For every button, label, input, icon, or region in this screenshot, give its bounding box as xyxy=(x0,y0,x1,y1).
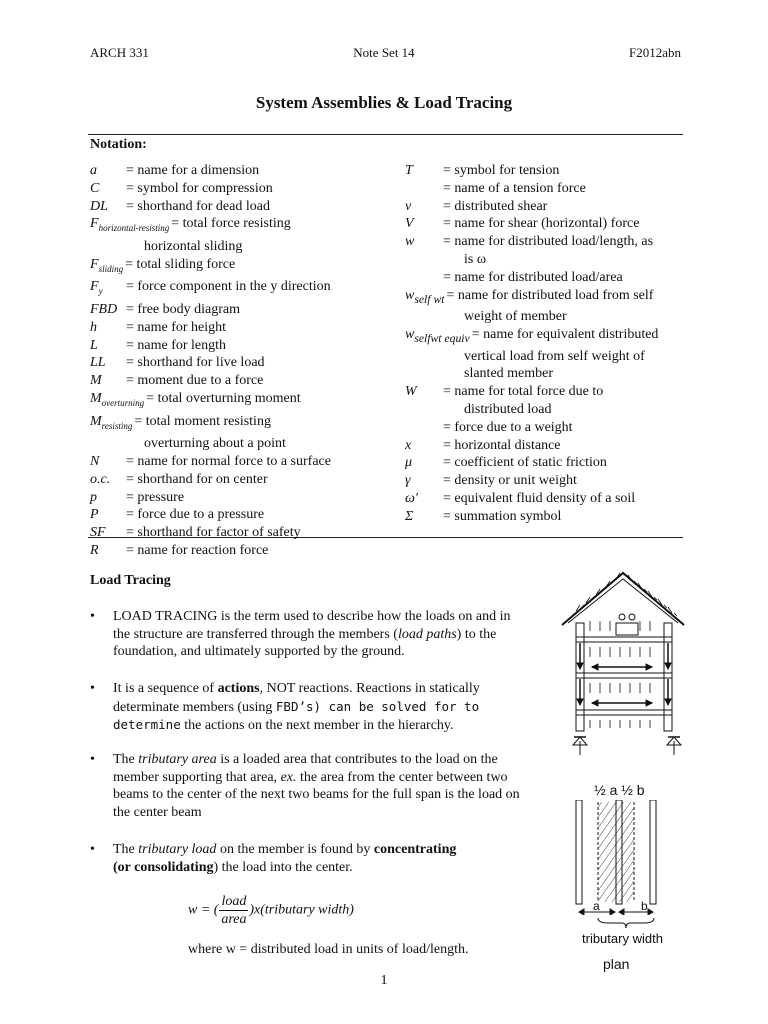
notation-symbol: N xyxy=(90,453,100,469)
notation-subscript: self wt xyxy=(414,292,445,306)
right-notation-row xyxy=(405,472,658,490)
notation-definition: = name for normal force to a surface xyxy=(126,453,331,469)
notation-definition: = name for a dimension xyxy=(126,163,260,178)
notation-definition: = total sliding force xyxy=(125,256,236,272)
notation-symbol: γ xyxy=(405,473,411,489)
bullet-sequence: • It is a sequence of actions, NOT reactions. Reactions in statically determinate members (using FBD’s) can be solved for to determine the actions on the next member in the hierarchy. xyxy=(90,681,480,733)
notation-symbol: w xyxy=(405,234,415,250)
notation-definition: = shorthand for factor of safety xyxy=(126,525,301,541)
house-load-tracing-figure xyxy=(556,565,691,757)
page-number: 1 xyxy=(380,973,388,988)
notation-symbol: W xyxy=(405,384,417,400)
left-notation-row xyxy=(90,471,331,489)
bullet-load-tracing: • LOAD TRACING is the term used to describe how the loads on and in the structure are transferred through the members (load paths) to the foundation, and ultimately supported by the ground. xyxy=(90,609,511,659)
left-notation-row xyxy=(90,489,331,507)
notation-symbol: $w_{self wt}$ xyxy=(405,287,445,306)
notation-definition: = coefficient of static friction xyxy=(443,455,607,471)
header-note: Note Set 14 xyxy=(353,45,415,60)
right-notation-row xyxy=(405,437,658,455)
notation-definition: = horizontal distance xyxy=(443,437,561,453)
tributary-load-formula: w = ( $\frac{\text{load}}{\text{area}}$ )x(tributary width) xyxy=(188,894,354,927)
notation-definition: = symbol for compression xyxy=(126,180,273,196)
notation-definition: = summation symbol xyxy=(443,508,562,524)
notation-definition: = name for equivalent distributed xyxy=(471,326,659,342)
notation-label: Notation: xyxy=(90,137,147,152)
notation-symbol: R xyxy=(90,542,99,558)
notation-symbol: T xyxy=(405,163,413,178)
notation-definition: = force component in the y direction xyxy=(126,279,331,295)
formula-explanation: where w = distributed load in units of load/length. xyxy=(188,942,469,957)
notation-symbol: DL xyxy=(90,198,108,214)
header-code: F2012abn xyxy=(629,45,681,60)
left-notation-row xyxy=(90,256,331,279)
plan-a-label: a xyxy=(593,899,600,913)
notation-continuation: slanted member xyxy=(464,366,554,382)
notation-symbol: $F_{sliding}$ xyxy=(90,256,124,274)
left-notation-row xyxy=(90,390,331,413)
notation-symbol: $w_{selfwt equiv}$ xyxy=(405,326,470,345)
notation-left-column xyxy=(90,162,331,560)
notation-definition: = free body diagram xyxy=(126,301,241,317)
right-notation-row xyxy=(405,383,658,401)
plan-caption: plan xyxy=(603,956,630,972)
left-notation-row xyxy=(90,319,331,337)
notation-definition: = distributed shear xyxy=(443,198,548,214)
notation-definition: = name of a tension force xyxy=(443,180,586,196)
notation-symbol: $M_{resisting}$ xyxy=(90,413,133,431)
notation-definition: = name for distributed load/length, as xyxy=(443,234,654,250)
notation-symbol: x xyxy=(405,437,412,453)
notation-symbol: μ xyxy=(405,455,413,471)
notation-continuation: is ω xyxy=(464,251,487,267)
notation-symbol: o.c. xyxy=(90,471,111,487)
left-notation-row xyxy=(90,524,331,542)
notation-definition: = name for reaction force xyxy=(126,542,269,558)
notation-continuation: vertical load from self weight of xyxy=(464,348,645,364)
bullet-tributary-area: • The tributary area is a loaded area that contributes to the load on the member supporting that area, ex. the area from the center between two beams to the center of the next two beams for the full span is the load on the center beam xyxy=(90,752,520,820)
header-course: ARCH 331 xyxy=(90,45,149,60)
left-notation-row xyxy=(90,337,331,355)
notation-symbol: h xyxy=(90,319,97,335)
notation-symbol: V xyxy=(405,216,414,232)
left-notation-row xyxy=(90,215,331,238)
notation-symbol: $F_y$ xyxy=(90,279,103,297)
left-notation-row xyxy=(90,453,331,471)
notation-definition: = symbol for tension xyxy=(443,163,560,178)
notation-right-column xyxy=(405,162,658,526)
notation-definition: = total force resisting xyxy=(171,216,291,232)
left-notation-row xyxy=(90,435,331,453)
notation-symbol: Σ xyxy=(405,508,414,524)
notation-symbol: C xyxy=(90,180,100,196)
tributary-width-label: tributary width xyxy=(582,931,663,946)
left-notation-row xyxy=(90,413,331,436)
left-notation-row xyxy=(90,301,331,319)
notation-definition: = equivalent fluid density of a soil xyxy=(443,490,636,506)
notation-symbol: ω′ xyxy=(405,490,418,506)
left-notation-row xyxy=(90,506,331,524)
notation-definition: = shorthand for dead load xyxy=(126,198,270,214)
notation-symbol: v xyxy=(405,198,412,214)
right-notation-row xyxy=(405,490,658,508)
left-notation-row xyxy=(90,180,331,198)
tributary-brace xyxy=(596,916,656,930)
right-notation-row xyxy=(405,162,658,180)
right-notation-row xyxy=(405,233,658,251)
left-notation-row xyxy=(90,354,331,372)
right-notation-row xyxy=(405,419,658,437)
notation-symbol: $M_{overturning}$ xyxy=(90,390,145,408)
bullet-tributary-load: • The tributary load on the member is found by concentrating (or consolidating) the load into the center. xyxy=(90,842,457,875)
right-notation-row xyxy=(405,401,658,419)
right-notation-row xyxy=(405,215,658,233)
plan-beams-figure xyxy=(566,800,686,915)
notation-symbol: SF xyxy=(90,525,106,541)
right-notation-row xyxy=(405,180,658,198)
notation-subscript: resisting xyxy=(101,420,133,431)
page-title: System Assemblies & Load Tracing xyxy=(255,93,513,112)
notation-continuation: overturning about a point xyxy=(144,436,286,452)
left-notation-row xyxy=(90,198,331,216)
right-notation-row xyxy=(405,308,658,326)
left-notation-row xyxy=(90,372,331,390)
right-notation-row xyxy=(405,508,658,526)
notation-definition: = name for shear (horizontal) force xyxy=(443,216,640,232)
plan-b-label: b xyxy=(641,899,648,913)
notation-definition: = name for total force due to xyxy=(443,384,604,400)
notation-definition: = total overturning moment xyxy=(146,390,301,406)
notation-symbol: p xyxy=(90,489,97,505)
right-notation-row xyxy=(405,198,658,216)
notation-symbol: M xyxy=(90,373,102,389)
notation-symbol: L xyxy=(90,337,98,353)
right-notation-row xyxy=(405,454,658,472)
notation-symbol: LL xyxy=(90,355,106,371)
notation-definition: = name for height xyxy=(126,319,227,335)
notation-subscript: sliding xyxy=(98,263,124,274)
notation-subscript: selfwt equiv xyxy=(414,331,470,345)
notation-definition: = force due to a pressure xyxy=(126,507,265,523)
notation-definition: = total moment resisting xyxy=(134,413,271,429)
notation-symbol: FBD xyxy=(90,301,118,317)
right-notation-row xyxy=(405,348,658,366)
notation-definition: = pressure xyxy=(126,489,185,505)
left-notation-row xyxy=(90,542,331,560)
left-notation-row xyxy=(90,278,331,301)
notation-continuation: distributed load xyxy=(464,401,552,417)
right-notation-row xyxy=(405,365,658,383)
left-notation-row xyxy=(90,238,331,256)
notation-definition: = name for distributed load/area xyxy=(443,269,623,285)
right-notation-row xyxy=(405,251,658,269)
right-notation-row xyxy=(405,269,658,287)
plan-half-label: ½ a ½ b xyxy=(594,782,645,798)
notation-symbol: P xyxy=(90,507,99,523)
notation-subscript: y xyxy=(98,286,103,297)
right-notation-row xyxy=(405,287,658,309)
notation-definition: = density or unit weight xyxy=(443,473,577,489)
notation-definition: = name for distributed load from self xyxy=(446,287,654,303)
notation-definition: = shorthand for on center xyxy=(126,471,268,487)
notation-subscript: overturning xyxy=(101,397,145,408)
notation-definition: = name for length xyxy=(126,337,227,353)
section-title: Load Tracing xyxy=(90,573,171,588)
notation-subscript: horizontal-resisting xyxy=(98,223,170,234)
notation-definition: = force due to a weight xyxy=(443,419,573,435)
notation-top-rule xyxy=(88,134,683,135)
right-notation-row xyxy=(405,326,658,348)
left-notation-row xyxy=(90,162,331,180)
notation-symbol: a xyxy=(90,163,97,178)
notation-definition: = moment due to a force xyxy=(126,373,264,389)
notation-definition: = shorthand for live load xyxy=(126,355,265,371)
notation-continuation: weight of member xyxy=(464,309,567,325)
notation-symbol: $F_{horizontal-resisting}$ xyxy=(90,216,170,234)
notation-continuation: horizontal sliding xyxy=(144,238,243,254)
